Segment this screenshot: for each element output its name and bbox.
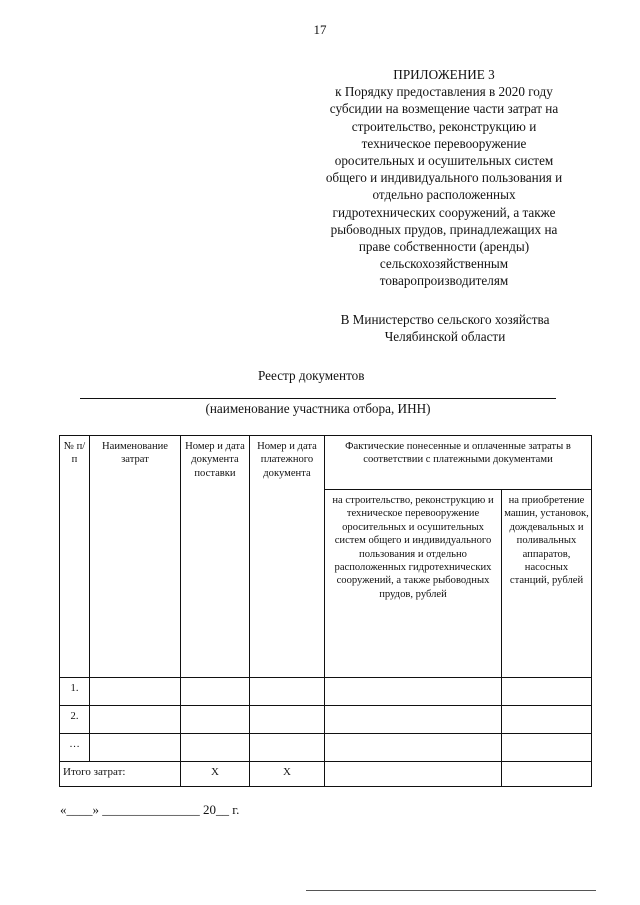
header-cost-name: Наименование затрат <box>90 436 181 678</box>
cell <box>181 734 250 762</box>
total-row <box>60 762 592 787</box>
appendix-line: техническое перевооружение <box>361 135 527 151</box>
registry-table <box>59 435 592 787</box>
appendix-header <box>296 66 592 290</box>
participant-name-line <box>80 398 556 399</box>
table-row <box>60 706 592 734</box>
page-number: 17 <box>313 22 327 37</box>
total-payment-doc: X <box>250 762 325 787</box>
signature-line <box>306 890 596 891</box>
cell <box>502 734 592 762</box>
appendix-line: оросительных и осушительных систем <box>334 153 554 169</box>
participant-name-caption: (наименование участника отбора, ИНН) <box>205 401 431 416</box>
appendix-line: гидротехнических сооружений, а также <box>332 204 556 220</box>
cell <box>250 706 325 734</box>
appendix-line: отдельно расположенных <box>372 187 516 203</box>
cell <box>90 678 181 706</box>
cell <box>181 706 250 734</box>
appendix-line: строительство, реконструкцию и <box>351 118 537 134</box>
cell <box>325 734 502 762</box>
addressee-line: В Министерство сельского хозяйства <box>340 312 550 327</box>
cell <box>90 706 181 734</box>
appendix-line: праве собственности (аренды) <box>358 239 530 255</box>
cell <box>502 706 592 734</box>
appendix-line: товаропроизводителям <box>379 273 509 289</box>
addressee <box>300 311 590 345</box>
cell <box>250 678 325 706</box>
addressee-line: Челябинской области <box>384 329 506 344</box>
header-supply-doc: Номер и дата документа поставки <box>181 436 250 678</box>
total-label: Итого затрат: <box>60 762 181 787</box>
cell <box>502 762 592 787</box>
cell <box>90 734 181 762</box>
row-number: … <box>60 734 90 762</box>
table-row <box>60 734 592 762</box>
date-line: «____» _______________ 20__ г. <box>60 802 240 817</box>
table-row <box>60 678 592 706</box>
row-number: 2. <box>60 706 90 734</box>
header-equipment: на приобретение машин, установок, дождевальных и поливальных аппаратов, насосных станций, рублей <box>502 490 592 678</box>
header-construction: на строительство, реконструкцию и техническое перевооружение оросительных и осушительных систем общего и индивидуального пользования и отдельно расположенных гидротехнических сооружений, а также рыбоводных прудов, рублей <box>325 490 502 678</box>
total-supply-doc: X <box>181 762 250 787</box>
cell <box>325 762 502 787</box>
appendix-line: к Порядку предоставления в 2020 году <box>335 84 553 100</box>
cell <box>325 678 502 706</box>
registry-title: Реестр документов <box>258 368 365 383</box>
header-number: № п/п <box>60 436 90 678</box>
appendix-line: субсидии на возмещение части затрат на <box>329 101 559 117</box>
appendix-line: сельскохозяйственным <box>379 256 509 272</box>
appendix-title: ПРИЛОЖЕНИЕ 3 <box>393 67 495 82</box>
cell <box>250 734 325 762</box>
cell <box>502 678 592 706</box>
appendix-line: рыбоводных прудов, принадлежащих на <box>330 221 558 237</box>
appendix-line: общего и индивидуального пользования и <box>325 170 563 186</box>
cell <box>181 678 250 706</box>
header-actual-costs: Фактические понесенные и оплаченные затраты в соответствии с платежными документами <box>325 436 592 490</box>
cell <box>325 706 502 734</box>
row-number: 1. <box>60 678 90 706</box>
header-payment-doc: Номер и дата платежного документа <box>250 436 325 678</box>
